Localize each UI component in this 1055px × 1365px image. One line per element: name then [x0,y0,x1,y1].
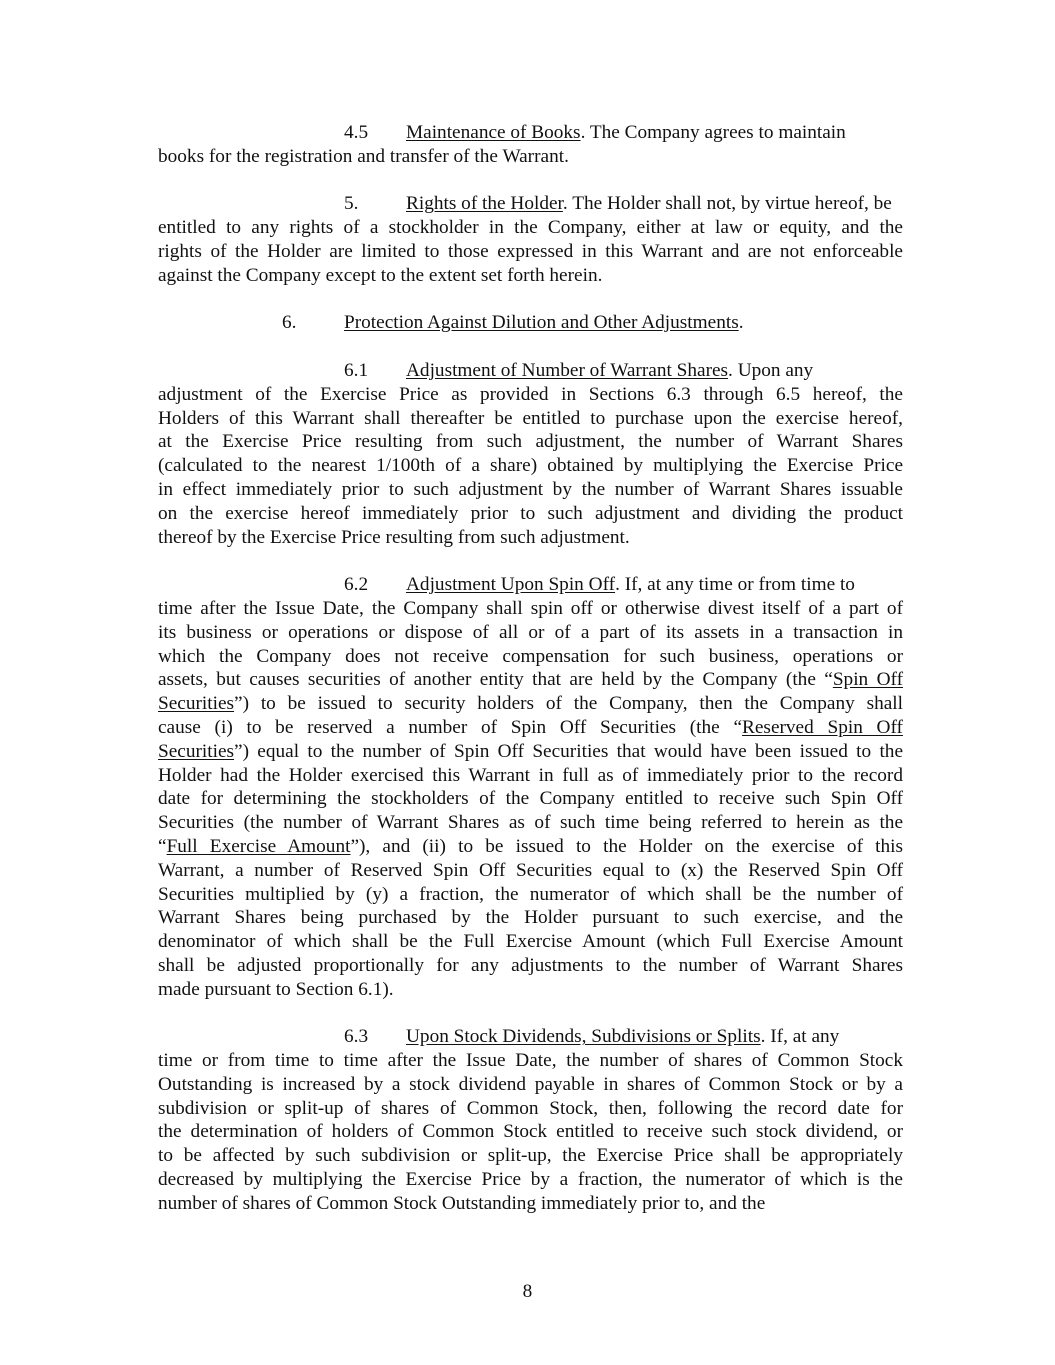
text-run: . [738,312,744,334]
defined-term: Full Exercise Amount [166,835,351,857]
section-4-5-line-2: books for the registration and transfer of the Warrant. [158,145,569,167]
section-title: Adjustment of Number of Warrant Shares [406,359,729,381]
section-title: Rights of the Holder [406,193,563,215]
section-6-1-line-8: thereof by the Exercise Price resulting from such adjustment. [158,526,630,548]
section-6-2-line-5 [158,668,903,692]
section-5-line-4: against the Company except to the extent set forth herein. [158,264,603,286]
section-6-2 [158,573,903,1001]
section-5 [158,192,903,287]
text-run: . The Company agrees to maintain [580,122,846,143]
section-6-1-line-4: at the Exercise Price resulting from such adjustment, the number of Warrant Shares [158,431,903,453]
text-run: . Upon any [728,359,814,381]
section-6-1-line-3: Holders of this Warrant shall thereafter be entitled to purchase upon the exercise hereof, [158,407,903,429]
text-run: assets, but causes securities of another entity that are held by the Company (the “ [158,669,833,691]
section-6-2-line-8 [158,740,903,764]
section-6-2-line-15: Warrant Shares being purchased by the Holder pursuant to such exercise, and the [158,907,903,929]
text-run: cause (i) to be reserved a number of Spin Off Securities (the “ [158,716,743,738]
section-6-1-line-1 [158,359,903,383]
section-6-2-line-10: date for determining the stockholders of the Company entitled to receive such Spin Off [158,788,903,810]
section-6-2-line-2: time after the Issue Date, the Company shall spin off or otherwise divest itself of a part of [158,597,903,619]
section-6-heading [158,311,903,335]
section-6-1 [158,359,903,549]
section-6-1-line-2: adjustment of the Exercise Price as provided in Sections 6.3 through 6.5 hereof, the [158,383,903,405]
section-6-2-line-9: Holder had the Holder exercised this Warrant in full as of immediately prior to the record [158,764,903,786]
section-number: 6.3 [344,1026,369,1048]
section-6-3 [158,1025,903,1215]
section-5-line-3: rights of the Holder are limited to those expressed in this Warrant and are not enforceable [158,240,903,262]
page-number: 8 [522,1281,533,1302]
section-6-2-line-3: its business or operations or dispose of all or of a part of its assets in a transaction in [158,621,903,643]
section-5-line-2: entitled to any rights of a stockholder in the Company, either at law or equity, and the [158,217,903,239]
defined-term: Reserved Spin Off [742,716,903,738]
section-6-2-line-17: shall be adjusted proportionally for any adjustments to the number of Warrant Shares [158,954,903,976]
document-page [158,121,903,1216]
section-number: 6.2 [344,574,369,596]
text-run: . If, at any [760,1026,840,1048]
section-6-2-line-12 [158,835,903,859]
section-6-3-line-7: decreased by multiplying the Exercise Price by a fraction, the numerator of which is the [158,1169,903,1191]
text-run: ”), and (ii) to be issued to the Holder on the exercise of this [350,835,903,857]
defined-term: Spin Off [832,669,903,691]
section-6-2-line-4: which the Company does not receive compensation for such business, operations or [158,645,903,667]
section-title: Adjustment Upon Spin Off [406,574,616,596]
text-run: . If, at any time or from time to [615,574,855,596]
section-6-3-line-1 [158,1025,903,1049]
section-number: 4.5 [344,122,369,143]
section-title: Upon Stock Dividends, Subdivisions or Splits [406,1026,761,1048]
section-6-1-line-6: in effect immediately prior to such adjustment by the number of Warrant Shares issuable [158,478,903,500]
section-4-5-line-1 [158,121,903,145]
defined-term: Securities [158,693,235,715]
section-title: Maintenance of Books [406,122,581,143]
section-6-2-line-7 [158,716,903,740]
section-6-2-line-11: Securities (the number of Warrant Shares as of such time being referred to herein as the [158,812,903,834]
section-6-3-line-4: subdivision or split-up of shares of Common Stock, then, following the record date for [158,1097,903,1119]
section-6-2-line-6 [158,692,903,716]
section-6-2-line-14: Securities multiplied by (y) a fraction, the numerator of which shall be the number of [158,883,903,905]
text-run: . The Holder shall not, by virtue hereof, be [562,193,892,215]
section-6-2-line-1 [158,573,903,597]
section-4-5 [158,121,903,169]
section-6-3-line-2: time or from time to time after the Issue Date, the number of shares of Common Stock [158,1050,903,1072]
section-number: 5. [344,193,359,215]
section-6-3-line-8: number of shares of Common Stock Outstanding immediately prior to, and the [158,1192,766,1214]
section-title: Protection Against Dilution and Other Adjustments [344,312,739,334]
section-6-2-line-13: Warrant, a number of Reserved Spin Off Securities equal to (x) the Reserved Spin Off [158,859,903,881]
section-6-1-line-7: on the exercise hereof immediately prior to such adjustment and dividing the product [158,502,903,524]
section-6-3-line-5: the determination of holders of Common Stock entitled to receive such stock dividend, or [158,1121,903,1143]
section-6-1-line-5: (calculated to the nearest 1/100th of a share) obtained by multiplying the Exercise Price [158,455,903,477]
section-6-3-line-6: to be affected by such subdivision or split-up, the Exercise Price shall be appropriately [158,1145,903,1167]
section-number: 6.1 [344,359,369,381]
section-6-3-line-3: Outstanding is increased by a stock dividend payable in shares of Common Stock or by a [158,1073,903,1095]
defined-term: Securities [158,740,235,762]
section-6-2-line-18: made pursuant to Section 6.1). [158,978,394,1000]
section-6-2-line-16: denominator of which shall be the Full Exercise Amount (which Full Exercise Amount [158,931,903,953]
text-run: ”) equal to the number of Spin Off Securities that would have been issued to the [234,740,903,762]
text-run: “ [158,835,167,857]
section-5-line-1 [158,192,903,216]
section-number: 6. [282,312,297,334]
text-run: ”) to be issued to security holders of the Company, then the Company shall [234,693,903,715]
